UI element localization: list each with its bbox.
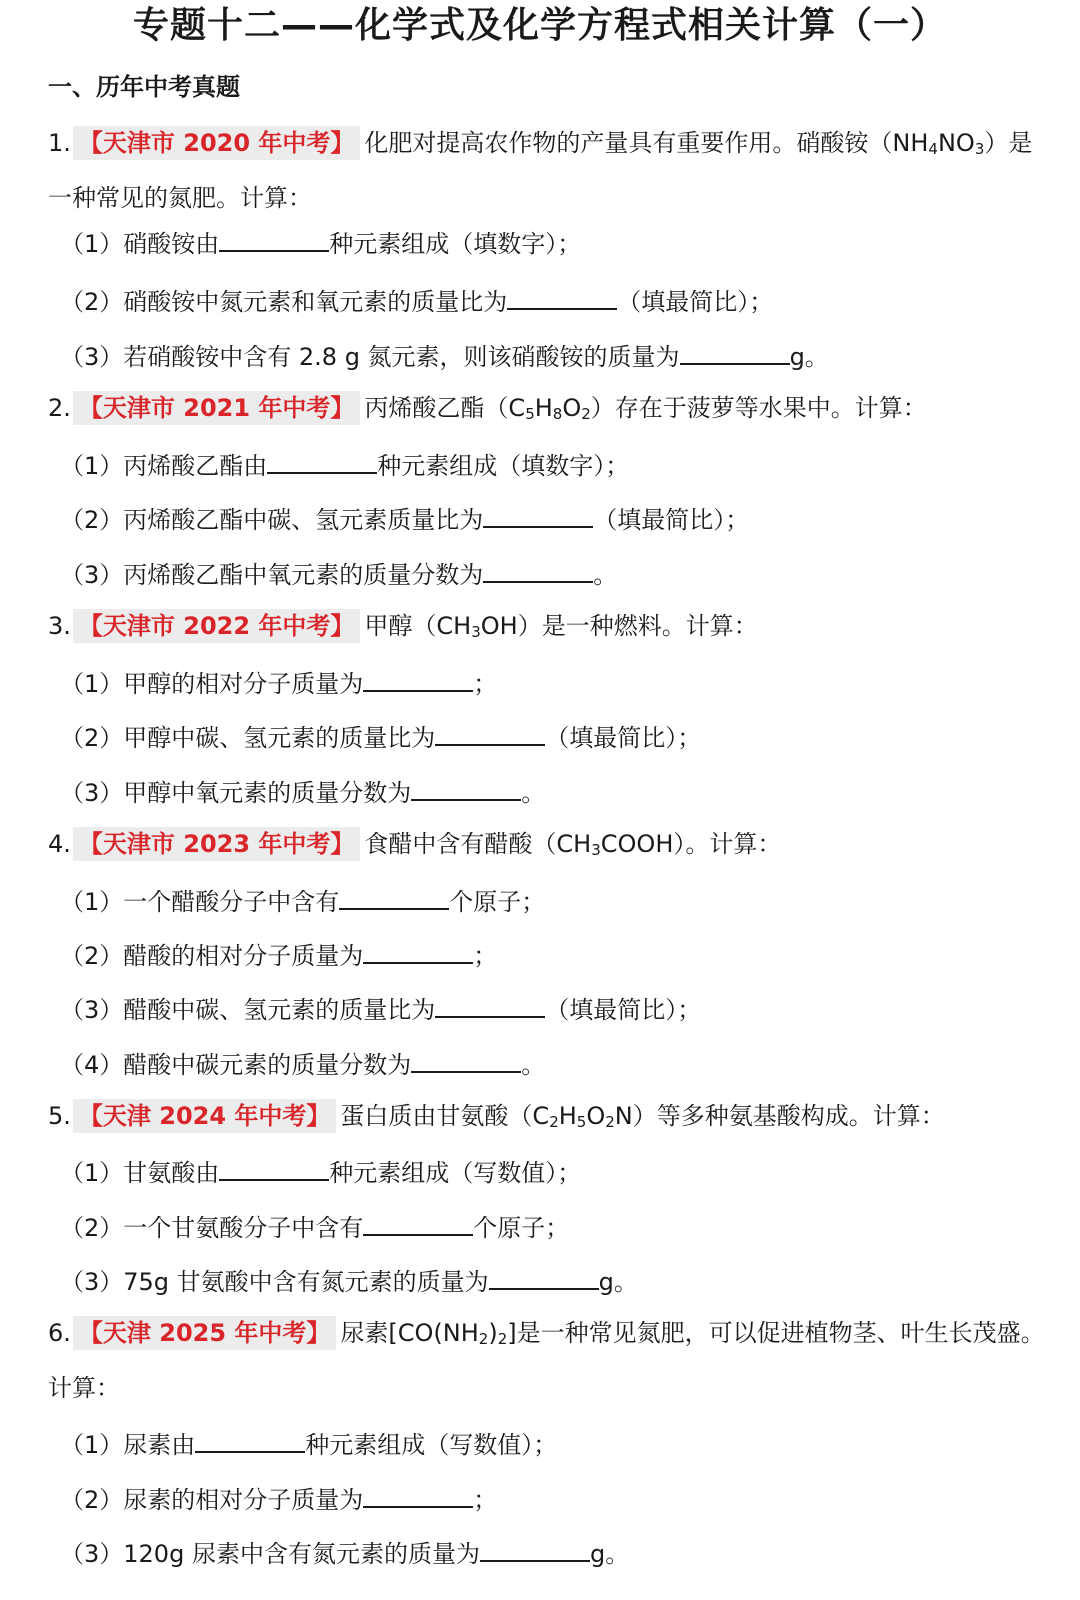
answer-blank[interactable] (195, 1425, 305, 1453)
question-6-part-2: （2）尿素的相对分子质量为 ； (60, 1480, 497, 1517)
page-title: 专题十二——化学式及化学方程式相关计算（一） (132, 5, 947, 46)
question-5-stem: 5. 【天津 2024 年中考】 蛋白质由甘氨酸$(C_2H_5O_2N)$等多种氨基酸构成。计算： (48, 1099, 945, 1133)
question-1-stem-cont: 一种常见的氮肥。计算： (48, 184, 312, 212)
answer-blank[interactable] (483, 555, 593, 583)
question-6-part-1: （1）尿素由 种元素组成（写数值）； (60, 1425, 557, 1462)
question-5-part-3: （3）75g 甘氨酸中含有氮元素的质量为 g。 (60, 1262, 638, 1299)
answer-blank[interactable] (411, 1045, 521, 1073)
answer-blank[interactable] (480, 1534, 590, 1562)
question-2-part-1: （1）丙烯酸乙酯由 种元素组成（填数字）； (60, 446, 629, 483)
answer-blank[interactable] (680, 337, 790, 365)
question-4-part-4: （4）醋酸中碳元素的质量分数为 。 (60, 1045, 545, 1082)
question-6-part-3: （3）120g 尿素中含有氮元素的质量为 g。 (60, 1534, 629, 1571)
exam-source-tag: 【天津市 2020 年中考】 (73, 126, 361, 160)
question-number: 5. (48, 1102, 71, 1130)
question-1-part-3: （3）若硝酸铵中含有 2.8 g 氮元素，则该硝酸铵的质量为 g。 (60, 337, 829, 374)
exam-source-tag: 【天津 2025 年中考】 (73, 1316, 337, 1350)
exam-source-tag: 【天津 2024 年中考】 (73, 1099, 337, 1133)
answer-blank[interactable] (363, 1208, 473, 1236)
answer-blank[interactable] (435, 990, 545, 1018)
question-number: 2. (48, 394, 71, 422)
question-4-part-1: （1）一个醋酸分子中含有 个原子； (60, 882, 545, 919)
question-number: 4. (48, 830, 71, 858)
question-4-part-2: （2）醋酸的相对分子质量为 ； (60, 936, 497, 973)
question-6-stem-cont: 计算： (48, 1374, 120, 1402)
question-number: 1. (48, 129, 71, 157)
question-5-part-2: （2）一个甘氨酸分子中含有 个原子； (60, 1208, 569, 1245)
answer-blank[interactable] (219, 1153, 329, 1181)
exam-source-tag: 【天津市 2023 年中考】 (73, 827, 361, 861)
question-4-stem: 4. 【天津市 2023 年中考】 食醋中含有醋酸$(CH_3COOH)$。计算： (48, 827, 781, 861)
question-3-part-1: （1）甲醇的相对分子质量为 ； (60, 664, 497, 701)
answer-blank[interactable] (507, 282, 617, 310)
question-2-part-3: （3）丙烯酸乙酯中氧元素的质量分数为 。 (60, 555, 617, 592)
question-3-part-2: （2）甲醇中碳、氢元素的质量比为 （填最简比）； (60, 718, 701, 755)
question-3-stem: 3. 【天津市 2022 年中考】 甲醇$(CH_3OH)$是一种燃料。计算： (48, 609, 758, 643)
question-2-part-2: （2）丙烯酸乙酯中碳、氢元素质量比为 （填最简比）； (60, 500, 749, 537)
answer-blank[interactable] (267, 446, 377, 474)
answer-blank[interactable] (483, 500, 593, 528)
answer-blank[interactable] (363, 936, 473, 964)
exam-source-tag: 【天津市 2022 年中考】 (73, 609, 361, 643)
question-number: 6. (48, 1319, 71, 1347)
answer-blank[interactable] (219, 224, 329, 252)
question-1-part-1: （1）硝酸铵由 种元素组成（填数字）； (60, 224, 581, 261)
question-2-stem: 2. 【天津市 2021 年中考】 丙烯酸乙酯$(C_5H_8O_2)$存在于菠萝等水果中。计算： (48, 391, 927, 425)
question-4-part-3: （3）醋酸中碳、氢元素的质量比为 （填最简比）； (60, 990, 701, 1027)
question-5-part-1: （1）甘氨酸由 种元素组成（写数值）； (60, 1153, 581, 1190)
answer-blank[interactable] (363, 1480, 473, 1508)
question-6-stem: 6. 【天津 2025 年中考】 尿素$[CO(NH_2)_2]$是一种常见氮肥，可以促进植物茎、叶生长茂盛。 (48, 1316, 1045, 1350)
section-heading: 一、历年中考真题 (48, 73, 240, 101)
answer-blank[interactable] (339, 882, 449, 910)
answer-blank[interactable] (489, 1262, 599, 1290)
question-3-part-3: （3）甲醇中氧元素的质量分数为 。 (60, 773, 545, 810)
question-1-part-2: （2）硝酸铵中氮元素和氧元素的质量比为 （填最简比）； (60, 282, 773, 319)
answer-blank[interactable] (435, 718, 545, 746)
question-number: 3. (48, 612, 71, 640)
answer-blank[interactable] (411, 773, 521, 801)
question-1-stem: 1. 【天津市 2020 年中考】 化肥对提高农作物的产量具有重要作用。硝酸铵$(NH_4NO_3)$是 (48, 126, 1032, 160)
answer-blank[interactable] (363, 664, 473, 692)
exam-source-tag: 【天津市 2021 年中考】 (73, 391, 361, 425)
